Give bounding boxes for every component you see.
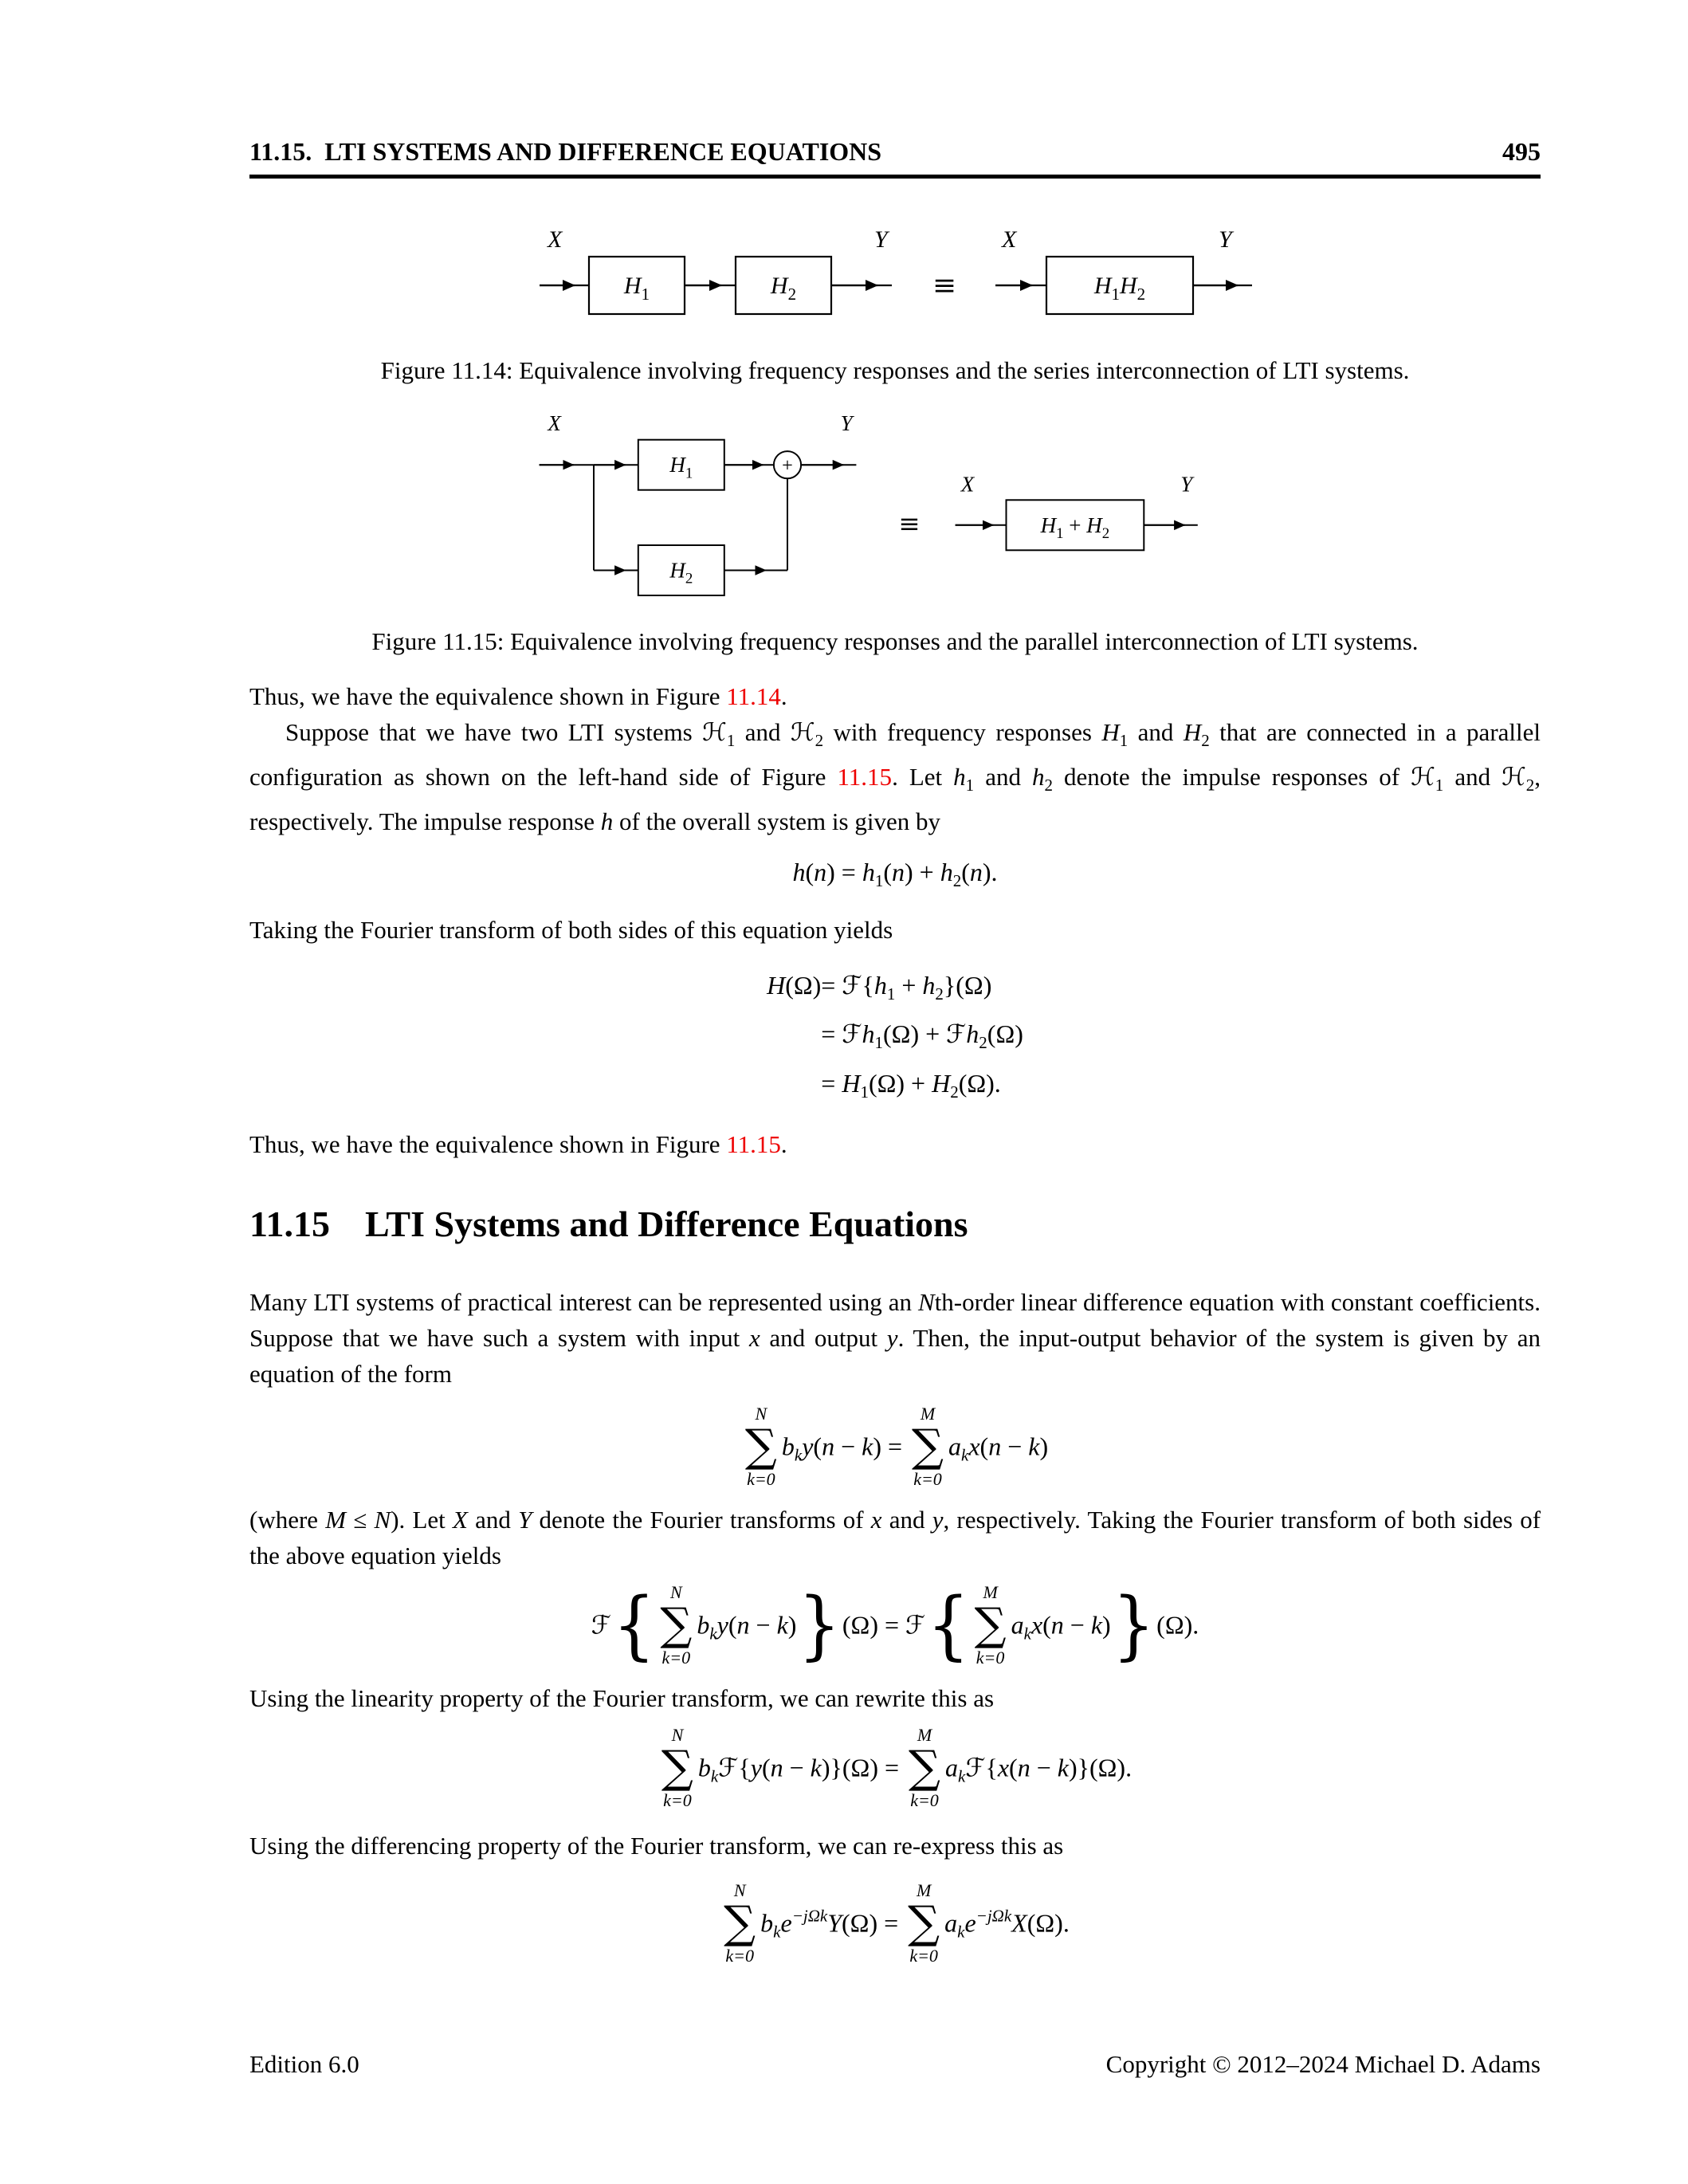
- math-token: −: [783, 1753, 811, 1782]
- math-token: n: [822, 1432, 835, 1461]
- math-token: 2: [1525, 776, 1535, 795]
- math-token: and: [735, 718, 791, 746]
- math-token: 1: [965, 776, 975, 795]
- math-token: Thus, we have the equivalence shown in Figure: [249, 1129, 727, 1158]
- math-token: {: [738, 1753, 751, 1782]
- paragraph-where-m-le-n: [249, 1502, 1541, 1573]
- math-token: and: [467, 1505, 519, 1534]
- math-token: and: [881, 1505, 932, 1534]
- summation-lower-limit: k=0: [976, 1648, 1005, 1668]
- math-token: k: [709, 1624, 717, 1644]
- math-token: =: [821, 1019, 842, 1049]
- math-token: with frequency responses: [823, 718, 1102, 746]
- math-token: (Ω).: [1156, 1610, 1199, 1640]
- math-token: (Ω).: [1027, 1908, 1070, 1938]
- output-label: Y: [840, 411, 853, 435]
- math-token: h: [862, 858, 875, 886]
- block-h2-label: $H_2$: [770, 273, 797, 304]
- sigma-icon: ∑: [912, 1420, 944, 1472]
- equation-row-rhs: [821, 970, 1023, 1004]
- summation-symbol: [912, 1405, 944, 1488]
- math-token: n: [892, 858, 905, 886]
- figure-11-14-caption: Figure 11.14: Equivalence involving frequency responses and the series interconnection of LTI systems.: [380, 356, 1410, 384]
- math-token: Taking the Fourier transform of both sides of this equation yields: [249, 916, 893, 945]
- math-token: (: [883, 858, 892, 886]
- paragraph-many-lti-systems: [249, 1284, 1541, 1392]
- series-interconnection-diagram: [536, 223, 1254, 328]
- equivalence-symbol: ≡: [898, 508, 921, 539]
- math-token: 1: [874, 871, 884, 890]
- math-token: a: [944, 1908, 958, 1938]
- math-token: x: [748, 1323, 760, 1352]
- equation-impulse-response-sum: [249, 857, 1541, 891]
- math-token: H: [932, 1068, 951, 1098]
- summation-symbol: [909, 1726, 940, 1809]
- math-token: ℱ: [946, 1019, 967, 1050]
- math-token: M: [325, 1505, 347, 1534]
- math-token: x: [997, 1753, 1010, 1782]
- math-token: 2: [950, 1082, 959, 1102]
- math-token: ) =: [826, 858, 862, 886]
- math-token: n: [736, 1610, 750, 1640]
- math-token: h: [873, 971, 887, 1000]
- math-token: ℱ: [842, 970, 862, 1001]
- math-token: and: [1128, 718, 1184, 746]
- sigma-icon: ∑: [908, 1897, 940, 1950]
- math-token: ): [1102, 1610, 1111, 1640]
- math-token: ℋ: [702, 718, 727, 747]
- math-token: k: [958, 1766, 966, 1786]
- math-token: (: [979, 1432, 989, 1461]
- summation-lower-limit: k=0: [913, 1468, 942, 1489]
- summation-lower-limit: k=0: [725, 1946, 754, 1966]
- summation-upper-limit: M: [920, 1403, 936, 1424]
- math-token: H: [1183, 718, 1202, 746]
- math-token: Many LTI systems of practical interest can be represented using an: [249, 1287, 918, 1316]
- math-token: e: [964, 1908, 976, 1938]
- math-token: H: [842, 1068, 861, 1098]
- output-label: Y: [874, 226, 888, 253]
- summation-lower-limit: k=0: [661, 1648, 691, 1668]
- math-token: Using the differencing property of the Fourier transform, we can re-express this as: [249, 1832, 1064, 1860]
- math-token: k: [810, 1753, 822, 1782]
- copyright-label: Copyright © 2012–2024 Michael D. Adams: [1105, 2050, 1541, 2078]
- math-token: (Ω) =: [842, 1610, 906, 1640]
- math-token: X: [1011, 1908, 1027, 1938]
- math-token: −jΩk: [976, 1906, 1012, 1926]
- sigma-icon: ∑: [661, 1742, 693, 1794]
- math-token: and output: [760, 1323, 887, 1352]
- input-label-right: X: [1002, 226, 1017, 253]
- sigma-icon: ∑: [974, 1598, 1007, 1651]
- math-token: −: [1030, 1753, 1058, 1782]
- math-token: =: [821, 1068, 842, 1098]
- figure-ref-link[interactable]: 11.14: [726, 682, 781, 710]
- math-token: y: [802, 1432, 814, 1461]
- math-token: (Ω) =: [842, 1908, 905, 1938]
- math-token: −: [834, 1432, 862, 1461]
- math-token: k: [710, 1766, 719, 1786]
- math-token: h: [940, 858, 953, 886]
- math-token: k: [773, 1922, 781, 1942]
- math-token: ℱ: [965, 1752, 986, 1783]
- math-token: denote the Fourier transforms of: [532, 1505, 871, 1534]
- math-token: Y: [827, 1908, 842, 1938]
- math-token: and: [974, 763, 1032, 791]
- math-token: h: [862, 1019, 875, 1049]
- equation-row-rhs: [821, 1019, 1023, 1053]
- summation-lower-limit: k=0: [663, 1790, 692, 1811]
- equation-difference-equation: [249, 1403, 1541, 1491]
- math-token: h: [792, 858, 806, 886]
- math-token: {: [862, 971, 874, 1000]
- math-token: Using the linearity property of the Fourier transform, we can rewrite this as: [249, 1684, 995, 1713]
- equation-linearity-rewritten: [249, 1725, 1541, 1812]
- math-token: 1: [726, 731, 736, 750]
- math-token: h: [966, 1019, 979, 1049]
- math-token: k: [1090, 1610, 1103, 1640]
- math-token: n: [988, 1432, 1002, 1461]
- output-label-right: Y: [1180, 472, 1193, 497]
- math-token: Y: [518, 1505, 532, 1534]
- figure-11-14: [249, 223, 1541, 385]
- math-token: k: [862, 1432, 873, 1461]
- summation-lower-limit: k=0: [747, 1468, 775, 1489]
- page-footer: [249, 2050, 1541, 2079]
- summation-upper-limit: M: [916, 1880, 932, 1901]
- paragraph-thus-figure-11-15: [249, 1126, 1541, 1162]
- math-token: n: [1050, 1610, 1064, 1640]
- math-token: n: [814, 858, 827, 886]
- math-token: Thus, we have the equivalence shown in Figure: [249, 682, 727, 710]
- figure-ref-link[interactable]: 11.15: [726, 1129, 781, 1158]
- math-token: a: [948, 1432, 961, 1461]
- math-token: +: [895, 971, 923, 1000]
- summation-upper-limit: N: [671, 1725, 684, 1746]
- header-rule: [249, 175, 1541, 179]
- math-token: )}(Ω).: [1068, 1753, 1133, 1782]
- summation-lower-limit: k=0: [909, 1946, 938, 1966]
- math-token: ℋ: [1502, 763, 1526, 792]
- block-h1h2-label: $H_1H_2$: [1093, 273, 1146, 304]
- math-token: .: [780, 682, 787, 710]
- block-h2-label: $H_2$: [669, 558, 693, 587]
- math-token: k: [1023, 1624, 1031, 1644]
- math-token: h: [953, 763, 966, 791]
- math-token: k: [1028, 1432, 1040, 1461]
- equation-row-rhs: [821, 1068, 1023, 1102]
- paragraph-thus-figure-11-14: [249, 678, 1541, 714]
- math-token: (: [1009, 1753, 1018, 1782]
- math-token: 2: [952, 871, 962, 890]
- math-token: (: [761, 1753, 771, 1782]
- math-token: 2: [935, 984, 944, 1004]
- math-token: 2: [1201, 731, 1210, 750]
- summation-upper-limit: N: [755, 1403, 767, 1424]
- math-token: y: [886, 1323, 898, 1352]
- math-token: , respectively. Taking the Fourier transform of both sides of the above equation yields: [249, 1505, 1541, 1569]
- math-token: H: [767, 971, 786, 1000]
- math-token: a: [945, 1753, 958, 1782]
- block-h1-label: $H_1$: [669, 453, 693, 482]
- math-token: of the overall system is given by: [613, 807, 940, 835]
- math-token: (Ω) +: [883, 1019, 947, 1049]
- equation-final-transfer: [249, 1880, 1541, 1967]
- math-token: (: [961, 858, 970, 886]
- input-label-right: X: [960, 472, 975, 497]
- math-token: 1: [860, 1082, 869, 1102]
- sigma-icon: ∑: [744, 1420, 777, 1472]
- math-token: −: [1001, 1432, 1029, 1461]
- paragraph-linearity-property: [249, 1680, 1541, 1716]
- math-token: denote the impulse responses of: [1052, 763, 1411, 791]
- math-token: that are connected in a parallel configuration as shown on the left-hand side of Figure: [249, 718, 1541, 791]
- math-token: y: [932, 1505, 944, 1534]
- block-h1-label: $H_1$: [623, 273, 650, 304]
- math-token: ) =: [873, 1432, 909, 1461]
- math-token: (: [805, 858, 815, 886]
- math-token: (where: [249, 1505, 326, 1534]
- math-token: e: [780, 1908, 792, 1938]
- summation-symbol: [974, 1581, 1007, 1668]
- math-token: ): [1039, 1432, 1049, 1461]
- equation-block-h-omega: [249, 970, 1541, 1102]
- math-token: h: [600, 807, 614, 835]
- math-token: (Ω): [987, 1019, 1023, 1049]
- math-token: 2: [815, 731, 824, 750]
- math-token: −jΩk: [791, 1906, 828, 1926]
- math-token: b: [781, 1432, 795, 1461]
- math-token: .: [780, 1129, 787, 1158]
- equation-row-lhs: [767, 1019, 821, 1053]
- page-number: 495: [1502, 137, 1541, 166]
- math-token: th-order linear difference equation with constant coefficients. Suppose that we have such a system with input: [249, 1287, 1541, 1352]
- page-content: [249, 0, 1541, 1967]
- math-token: ): [787, 1610, 797, 1640]
- math-token: (: [1042, 1610, 1051, 1640]
- summation-upper-limit: M: [983, 1581, 998, 1602]
- summation-symbol: [661, 1726, 693, 1809]
- math-token: H: [1101, 718, 1120, 746]
- math-token: 1: [886, 984, 896, 1004]
- math-token: Suppose that we have two LTI systems: [285, 718, 703, 746]
- math-token: h: [922, 971, 936, 1000]
- math-token: b: [697, 1753, 711, 1782]
- math-token: y: [750, 1753, 762, 1782]
- math-token: N: [374, 1505, 391, 1534]
- math-token: =: [821, 971, 842, 1000]
- math-token: ℋ: [1411, 763, 1435, 792]
- math-token: (: [813, 1432, 822, 1461]
- summation-lower-limit: k=0: [910, 1790, 939, 1811]
- math-token: k: [776, 1610, 788, 1640]
- math-token: (Ω) +: [868, 1068, 932, 1098]
- math-token: ℱ: [842, 1019, 862, 1050]
- paragraph-suppose-parallel: [249, 714, 1541, 839]
- math-token: ≤: [346, 1505, 375, 1534]
- math-token: . Let: [892, 763, 954, 791]
- math-token: ℱ: [591, 1609, 611, 1640]
- math-token: ). Let: [391, 1505, 453, 1534]
- math-token: n: [1017, 1753, 1030, 1782]
- math-token: b: [760, 1908, 774, 1938]
- math-token: 2: [1044, 776, 1053, 795]
- paragraph-taking-fourier: [249, 912, 1541, 948]
- figure-ref-link[interactable]: 11.15: [837, 763, 893, 791]
- equation-row-lhs: [767, 970, 821, 1004]
- math-token: k: [794, 1445, 803, 1465]
- math-token: )}(Ω) =: [821, 1753, 906, 1782]
- math-token: (Ω).: [958, 1068, 1001, 1098]
- math-token: a: [1011, 1610, 1024, 1640]
- math-token: −: [1063, 1610, 1091, 1640]
- input-label: X: [548, 226, 563, 253]
- equivalence-symbol: ≡: [932, 269, 957, 302]
- sigma-icon: ∑: [724, 1897, 756, 1950]
- math-token: . Then, the input-output behavior of the system is given by an equation of the form: [249, 1323, 1541, 1388]
- math-token: , respectively. The impulse response: [249, 763, 1541, 835]
- math-token: ).: [982, 858, 998, 886]
- math-token: ) +: [905, 858, 940, 886]
- math-token: k: [1057, 1753, 1069, 1782]
- math-token: x: [968, 1432, 980, 1461]
- summation-symbol: [724, 1882, 756, 1965]
- summation-symbol: [908, 1882, 940, 1965]
- math-token: (Ω): [785, 971, 822, 1000]
- math-token: (: [728, 1610, 737, 1640]
- figure-11-15-caption: Figure 11.15: Equivalence involving frequency responses and the parallel interconnection of LTI systems.: [371, 627, 1419, 655]
- math-token: x: [870, 1505, 882, 1534]
- math-token: h: [1031, 763, 1045, 791]
- math-token: 2: [979, 1033, 987, 1053]
- running-head: 11.15. LTI SYSTEMS AND DIFFERENCE EQUATIONS: [249, 137, 882, 166]
- math-token: n: [969, 858, 983, 886]
- math-token: n: [770, 1753, 783, 1782]
- equation-fourier-both-sides: ℱ{ N ∑ k=0 $b_ky(n - k)\}(\Omega)$ = ℱ{ M ∑ k=0 $a_kx(n - k)\}(\Omega)$.: [591, 1581, 1199, 1668]
- section-heading: [249, 1204, 1541, 1246]
- summation-upper-limit: N: [733, 1880, 746, 1901]
- paragraph-differencing-property: [249, 1828, 1541, 1864]
- math-token: 1: [1119, 731, 1129, 750]
- adder-plus-icon: +: [782, 454, 793, 477]
- summation-symbol: [660, 1581, 693, 1668]
- equation-row-lhs: [767, 1068, 821, 1102]
- math-token: k: [957, 1922, 965, 1942]
- summation-upper-limit: N: [669, 1581, 682, 1602]
- math-token: ℱ: [905, 1609, 926, 1640]
- math-token: x: [1030, 1610, 1043, 1640]
- summation-symbol: [745, 1405, 777, 1488]
- sigma-icon: ∑: [660, 1598, 693, 1651]
- math-token: 1: [874, 1033, 883, 1053]
- math-token: ℱ: [718, 1752, 739, 1783]
- sigma-icon: ∑: [909, 1742, 940, 1794]
- math-token: b: [697, 1610, 710, 1640]
- summation-upper-limit: M: [917, 1725, 932, 1746]
- math-token: 1: [1435, 776, 1444, 795]
- math-token: y: [716, 1610, 728, 1640]
- input-label: X: [548, 411, 561, 435]
- math-token: {: [985, 1753, 998, 1782]
- parallel-interconnection-diagram: [536, 409, 1254, 617]
- math-token: X: [453, 1505, 468, 1534]
- math-token: and: [1443, 763, 1502, 791]
- edition-label: Edition 6.0: [249, 2050, 359, 2078]
- math-token: ℋ: [790, 718, 815, 747]
- section-number: 11.15: [249, 1203, 330, 1244]
- page-header: [249, 0, 1541, 167]
- math-token: N: [918, 1287, 935, 1316]
- section-title: LTI Systems and Difference Equations: [364, 1203, 968, 1244]
- math-token: k: [961, 1445, 969, 1465]
- math-token: }(Ω): [943, 971, 992, 1000]
- math-token: −: [749, 1610, 777, 1640]
- output-label-right: Y: [1219, 226, 1232, 253]
- block-h1-plus-h2-label: $H_1 + H_2$: [1040, 513, 1110, 542]
- figure-11-15: [249, 409, 1541, 656]
